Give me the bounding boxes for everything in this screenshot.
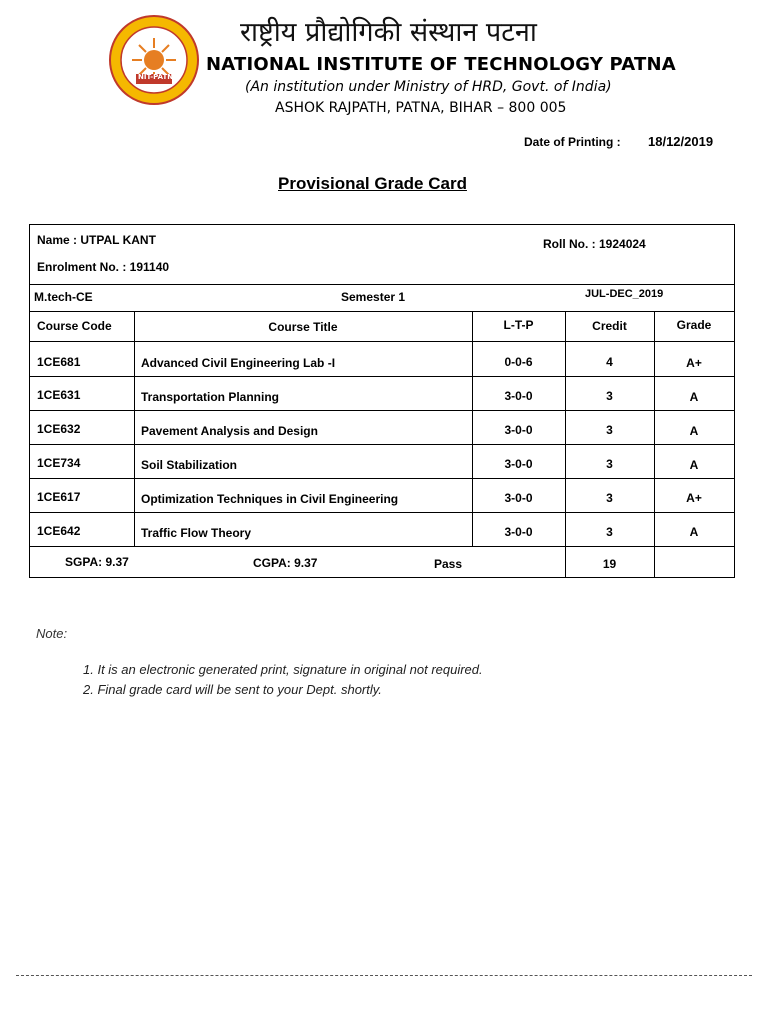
divider [30, 410, 734, 411]
course-credit: 3 [606, 423, 613, 437]
course-title: Transportation Planning [141, 390, 280, 404]
institute-address: ASHOK RAJPATH, PATNA, BIHAR – 800 005 [275, 100, 567, 116]
course-credit: 3 [606, 491, 613, 505]
course-grade: A+ [686, 356, 702, 370]
course-ltp: 3-0-0 [504, 423, 533, 437]
note-label: Note: [36, 626, 68, 641]
program: M.tech-CE [34, 290, 93, 304]
session: JUL-DEC_2019 [585, 288, 664, 300]
page-title: Provisional Grade Card [278, 174, 467, 193]
divider [30, 512, 734, 513]
enrolment-number: Enrolment No. : 191140 [37, 260, 170, 274]
course-ltp: 3-0-0 [504, 389, 533, 403]
student-name: Name : UTPAL KANT [37, 233, 156, 247]
institute-subtitle: (An institution under Ministry of HRD, Govt. of India) [245, 79, 612, 95]
col-header-course-code: Course Code [37, 319, 112, 333]
col-header-credit: Credit [592, 319, 627, 333]
note-item: 1. It is an electronic generated print, signature in original not required. [83, 662, 483, 677]
semester: Semester 1 [341, 290, 406, 304]
course-grade: A+ [686, 491, 702, 505]
divider [30, 311, 734, 312]
col-header-grade: Grade [676, 318, 712, 332]
course-code: 1CE642 [37, 524, 81, 538]
course-code: 1CE734 [37, 456, 81, 470]
logo-text: NIT-PATNA [138, 73, 179, 81]
course-grade: A [689, 458, 699, 472]
divider [30, 478, 734, 479]
divider [30, 376, 734, 377]
course-title: Advanced Civil Engineering Lab -I [141, 356, 336, 370]
course-code: 1CE617 [37, 490, 81, 504]
course-title: Pavement Analysis and Design [141, 424, 318, 438]
institute-name-hindi: राष्ट्रीय प्रौद्योगिकी संस्थान पटना [240, 17, 537, 48]
page-break-line [16, 975, 752, 976]
institute-logo [109, 14, 199, 106]
date-of-printing-label: Date of Printing : [524, 135, 621, 149]
result-status: Pass [434, 557, 463, 571]
course-credit: 3 [606, 389, 613, 403]
roll-number: Roll No. : 1924024 [543, 237, 646, 251]
course-ltp: 3-0-0 [504, 491, 533, 505]
course-code: 1CE681 [37, 355, 81, 369]
course-ltp: 3-0-0 [504, 457, 533, 471]
course-ltp: 3-0-0 [504, 525, 533, 539]
col-header-course-title: Course Title [268, 320, 338, 334]
total-credit: 19 [602, 557, 617, 571]
divider [134, 311, 135, 546]
date-of-printing-value: 18/12/2019 [648, 134, 714, 149]
divider [30, 284, 734, 285]
divider [30, 341, 734, 342]
course-code: 1CE631 [37, 388, 81, 402]
grade-card-table [29, 224, 735, 578]
course-credit: 3 [606, 525, 613, 539]
col-header-ltp: L-T-P [503, 318, 534, 332]
divider [30, 444, 734, 445]
institute-name: NATIONAL INSTITUTE OF TECHNOLOGY PATNA [206, 54, 676, 75]
course-credit: 4 [606, 355, 613, 369]
course-credit: 3 [606, 457, 613, 471]
cgpa: CGPA: 9.37 [253, 556, 318, 570]
course-grade: A [689, 424, 699, 438]
note-item: 2. Final grade card will be sent to your Dept. shortly. [83, 682, 382, 697]
course-grade: A [689, 525, 699, 539]
course-code: 1CE632 [37, 422, 81, 436]
sgpa: SGPA: 9.37 [65, 555, 129, 569]
course-title: Traffic Flow Theory [141, 526, 252, 540]
course-ltp: 0-0-6 [504, 355, 533, 369]
course-title: Soil Stabilization [141, 458, 238, 472]
course-title: Optimization Techniques in Civil Engineering [141, 492, 399, 506]
divider [30, 546, 734, 547]
course-grade: A [689, 390, 699, 404]
